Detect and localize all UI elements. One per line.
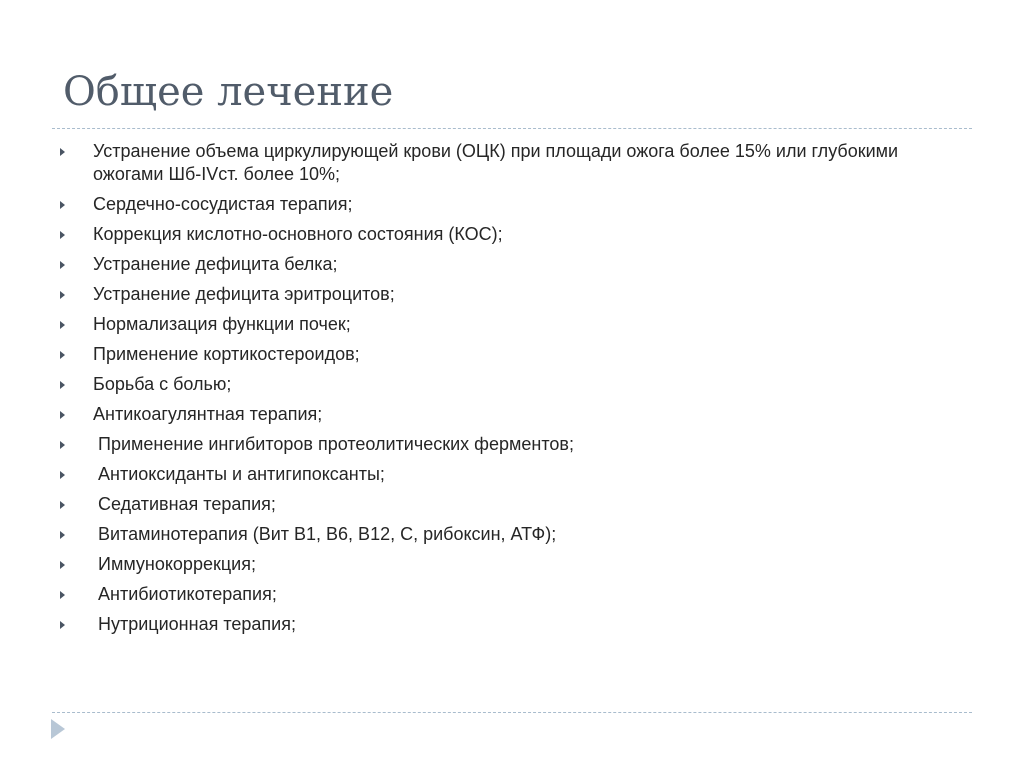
list-item bbox=[60, 193, 960, 216]
list-item-text: Седативная терапия; bbox=[98, 494, 276, 514]
bullet-arrow-icon bbox=[60, 381, 65, 389]
list-item bbox=[60, 343, 960, 366]
list-item bbox=[60, 493, 960, 516]
list-item-text: Устранение объема циркулирующей крови (ОЦК) при площади ожога более 15% или глубокими ожогами Шб-IVст. более 10%; bbox=[93, 141, 899, 184]
list-item-text: Устранение дефицита белка; bbox=[93, 254, 338, 274]
bullet-arrow-icon bbox=[60, 501, 65, 509]
bullet-arrow-icon bbox=[60, 148, 65, 156]
bullet-arrow-icon bbox=[60, 351, 65, 359]
list-item-text: Антиоксиданты и антигипоксанты; bbox=[98, 464, 385, 484]
list-item bbox=[60, 313, 960, 336]
play-icon bbox=[51, 719, 65, 739]
bullet-arrow-icon bbox=[60, 321, 65, 329]
bullet-arrow-icon bbox=[60, 261, 65, 269]
list-item bbox=[60, 253, 960, 276]
list-item-text: Антибиотикотерапия; bbox=[98, 584, 277, 604]
bullet-arrow-icon bbox=[60, 471, 65, 479]
list-item-text: Устранение дефицита эритроцитов; bbox=[93, 284, 395, 304]
list-item bbox=[60, 140, 960, 186]
list-item-text: Антикоагулянтная терапия; bbox=[93, 404, 323, 424]
bullet-arrow-icon bbox=[60, 231, 65, 239]
list-item bbox=[60, 373, 960, 396]
footer-divider bbox=[52, 712, 972, 713]
list-item bbox=[60, 433, 960, 456]
bullet-arrow-icon bbox=[60, 441, 65, 449]
bullet-arrow-icon bbox=[60, 621, 65, 629]
list-item-text: Нормализация функции почек; bbox=[93, 314, 351, 334]
list-item-text: Витаминотерапия (Вит В1, В6, В12, С, рибоксин, АТФ); bbox=[98, 524, 557, 544]
list-item-text: Сердечно-сосудистая терапия; bbox=[93, 194, 353, 214]
bullet-list bbox=[60, 140, 960, 643]
list-item bbox=[60, 613, 960, 636]
list-item bbox=[60, 223, 960, 246]
list-item-text: Применение кортикостероидов; bbox=[93, 344, 360, 364]
slide-title: Общее лечение bbox=[63, 69, 394, 115]
list-item-text: Применение ингибиторов протеолитических ферментов; bbox=[98, 434, 574, 454]
list-item bbox=[60, 583, 960, 606]
list-item-text: Коррекция кислотно-основного состояния (КОС); bbox=[93, 224, 503, 244]
bullet-arrow-icon bbox=[60, 291, 65, 299]
list-item-text: Борьба с болью; bbox=[93, 374, 232, 394]
bullet-arrow-icon bbox=[60, 531, 65, 539]
list-item bbox=[60, 403, 960, 426]
bullet-arrow-icon bbox=[60, 411, 65, 419]
list-item-text: Иммунокоррекция; bbox=[98, 554, 256, 574]
list-item-text: Нутриционная терапия; bbox=[98, 614, 296, 634]
list-item bbox=[60, 553, 960, 576]
title-divider bbox=[52, 128, 972, 129]
bullet-arrow-icon bbox=[60, 591, 65, 599]
bullet-arrow-icon bbox=[60, 201, 65, 209]
list-item bbox=[60, 463, 960, 486]
list-item bbox=[60, 523, 960, 546]
list-item bbox=[60, 283, 960, 306]
bullet-arrow-icon bbox=[60, 561, 65, 569]
